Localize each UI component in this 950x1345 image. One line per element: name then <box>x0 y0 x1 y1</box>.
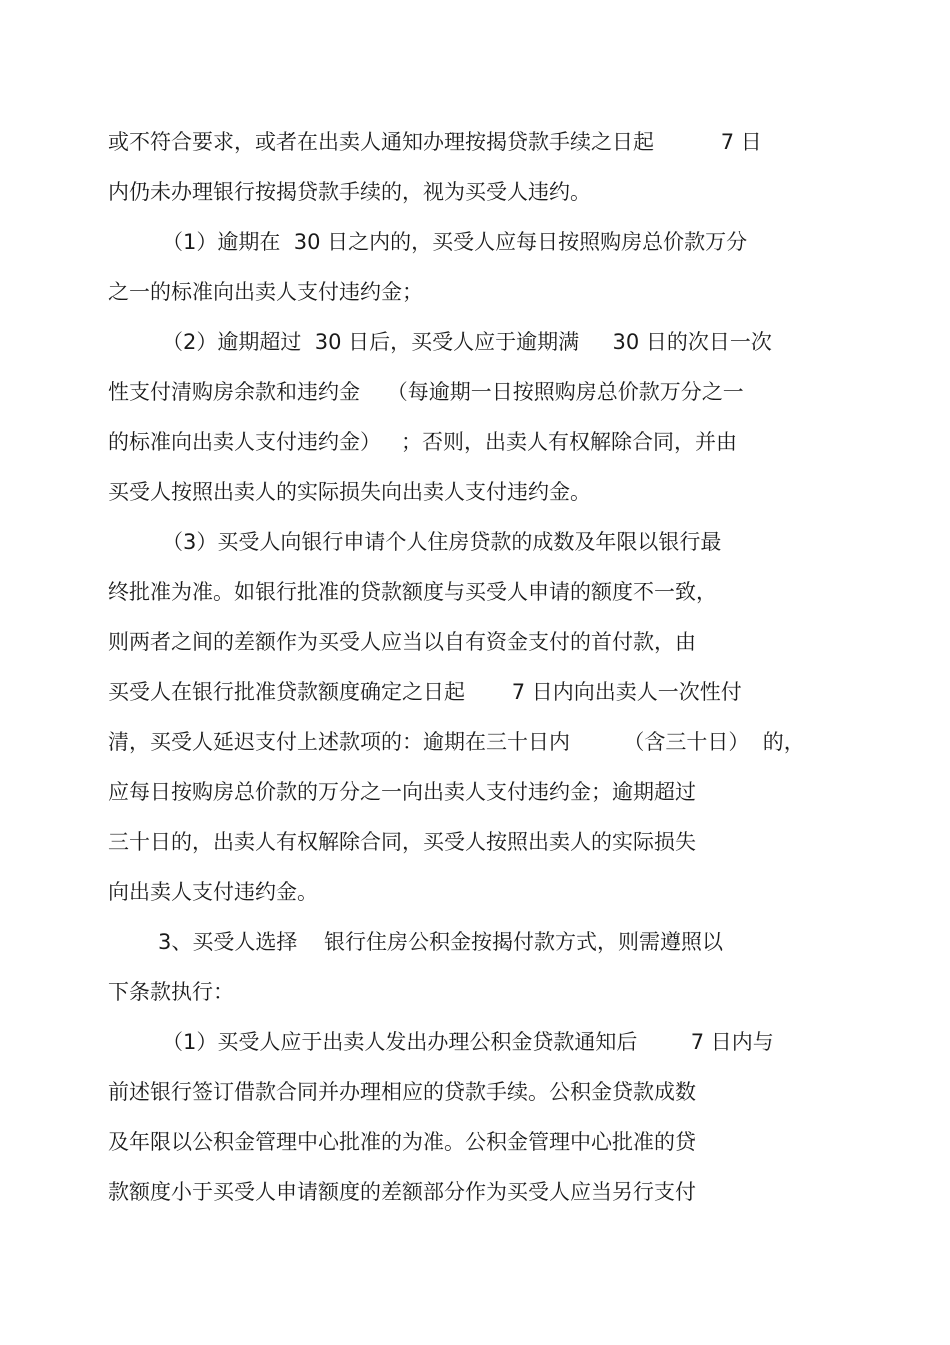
text-line: （1）逾期在 30 日之内的，买受人应每日按照购房总价款万分 <box>162 230 748 254</box>
text-line: 的标准向出卖人支付违约金） ；否则，出卖人有权解除合同，并由 <box>108 430 738 454</box>
section-heading: 3、买受人选择 银行住房公积金按揭付款方式，则需遵照以 <box>158 930 724 954</box>
text-line: 下条款执行： <box>108 980 234 1004</box>
text-line: 性支付清购房余款和违约金 （每逾期一日按照购房总价款万分之一 <box>108 380 744 404</box>
text-line: 前述银行签订借款合同并办理相应的贷款手续。公积金贷款成数 <box>108 1080 696 1104</box>
text-line: 之一的标准向出卖人支付违约金； <box>108 280 423 304</box>
text-line: 应每日按购房总价款的万分之一向出卖人支付违约金；逾期超过 <box>108 780 696 804</box>
text-line: 买受人在银行批准贷款额度确定之日起 7 日内向出卖人一次性付 <box>108 680 742 704</box>
text-line: 则两者之间的差额作为买受人应当以自有资金支付的首付款，由 <box>108 630 696 654</box>
text-line: 及年限以公积金管理中心批准的为准。公积金管理中心批准的贷 <box>108 1130 696 1154</box>
text-line: 清，买受人延迟支付上述款项的：逾期在三十日内 （含三十日） 的， <box>108 730 805 754</box>
text-line: 终批准为准。如银行批准的贷款额度与买受人申请的额度不一致， <box>108 580 717 604</box>
text-line: （3）买受人向银行申请个人住房贷款的成数及年限以银行最 <box>162 530 722 554</box>
text-line: 买受人按照出卖人的实际损失向出卖人支付违约金。 <box>108 480 591 504</box>
text-line: 内仍未办理银行按揭贷款手续的，视为买受人违约。 <box>108 180 591 204</box>
text-line: 款额度小于买受人申请额度的差额部分作为买受人应当另行支付 <box>108 1180 696 1204</box>
text-line: 三十日的，出卖人有权解除合同，买受人按照出卖人的实际损失 <box>108 830 696 854</box>
text-line: （2）逾期超过 30 日后，买受人应于逾期满 30 日的次日一次 <box>162 330 772 354</box>
text-line: （1）买受人应于出卖人发出办理公积金贷款通知后 7 日内与 <box>162 1030 774 1054</box>
text-line: 或不符合要求，或者在出卖人通知办理按揭贷款手续之日起 7 日 <box>108 130 762 154</box>
text-line: 向出卖人支付违约金。 <box>108 880 318 904</box>
